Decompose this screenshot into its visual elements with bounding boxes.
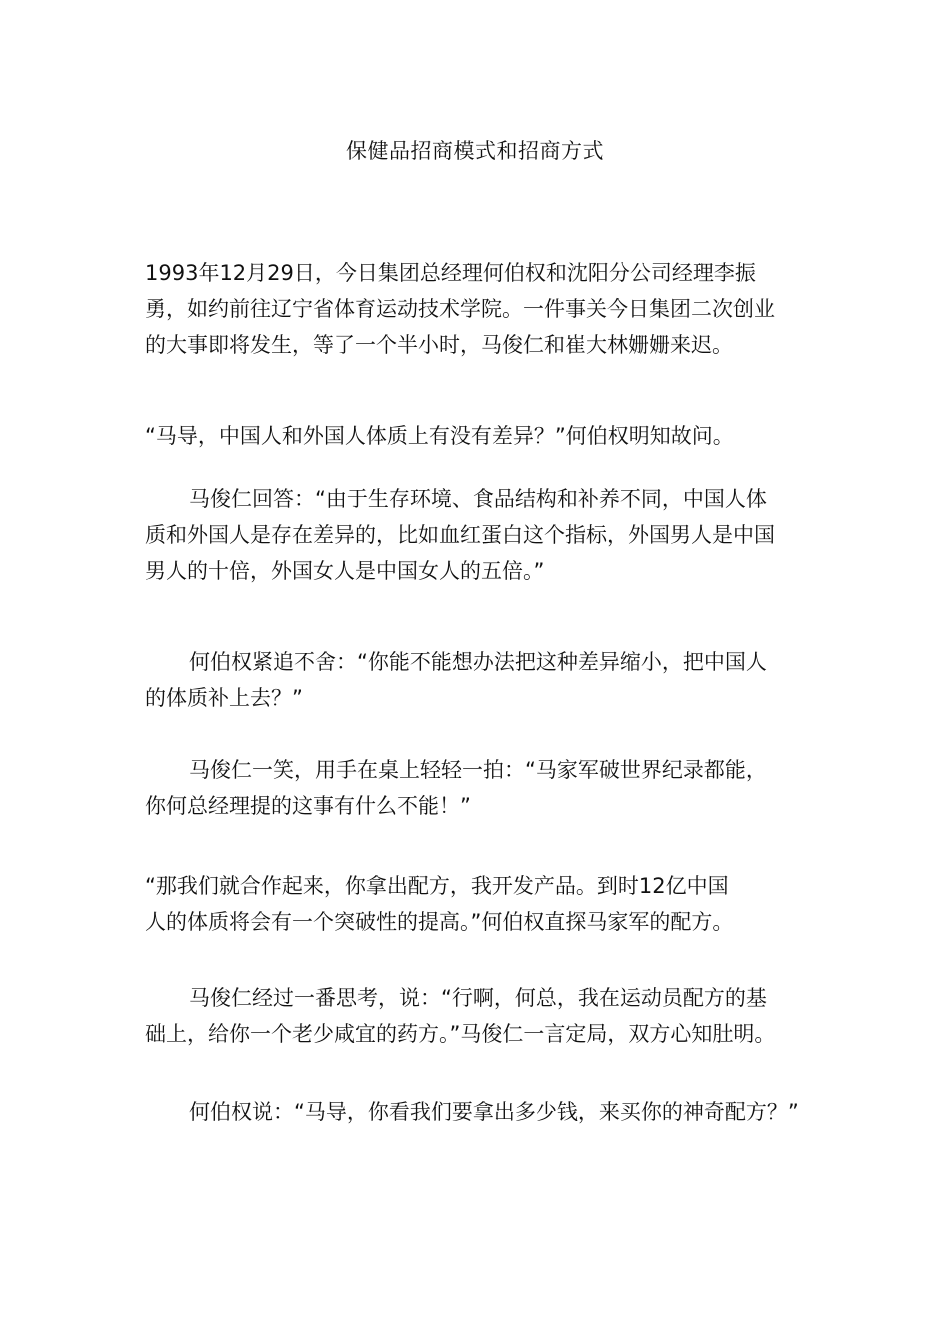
paragraph-line: 马俊仁回答：“由于生存环境、食品结构和补养不同，中国人体 — [189, 487, 767, 511]
paragraph-line: 的体质补上去？” — [145, 686, 303, 710]
paragraph-line: “那我们就合作起来，你拿出配方，我开发产品。到时12亿中国 — [145, 874, 729, 898]
paragraph-4 — [145, 644, 767, 716]
paragraph-line: 勇，如约前往辽宁省体育运动技术学院。一件事关今日集团二次创业 — [145, 297, 775, 321]
paragraph-3 — [145, 481, 775, 589]
paragraph-2 — [145, 418, 734, 454]
paragraph-line: 何伯权紧追不舍：“你能不能想办法把这种差异缩小，把中国人 — [189, 650, 767, 674]
paragraph-8 — [145, 1094, 799, 1130]
document-title: 保健品招商模式和招商方式 — [346, 139, 604, 163]
paragraph-6 — [145, 868, 733, 940]
paragraph-5 — [145, 752, 767, 824]
paragraph-line: 础上，给你一个老少咸宜的药方。”马俊仁一言定局，双方心知肚明。 — [145, 1022, 776, 1046]
paragraph-line: 男人的十倍，外国女人是中国女人的五倍。” — [145, 559, 545, 583]
paragraph-line: 何伯权说：“马导，你看我们要拿出多少钱，来买你的神奇配方？” — [189, 1100, 799, 1124]
paragraph-line: 质和外国人是存在差异的，比如血红蛋白这个指标，外国男人是中国 — [145, 523, 775, 547]
paragraph-line: 1993年12月29日，今日集团总经理何伯权和沈阳分公司经理李振 — [145, 261, 756, 285]
paragraph-line: “马导，中国人和外国人体质上有没有差异？”何伯权明知故问。 — [145, 424, 734, 448]
paragraph-7 — [145, 980, 775, 1052]
paragraph-1 — [145, 255, 775, 363]
paragraph-line: 你何总经理提的这事有什么不能！” — [145, 794, 471, 818]
paragraph-line: 马俊仁经过一番思考，说：“行啊，何总，我在运动员配方的基 — [189, 986, 767, 1010]
paragraph-line: 马俊仁一笑，用手在桌上轻轻一拍：“马家军破世界纪录都能， — [189, 758, 767, 782]
paragraph-line: 的大事即将发生，等了一个半小时，马俊仁和崔大林姗姗来迟。 — [145, 333, 733, 357]
paragraph-line: 人的体质将会有一个突破性的提高。”何伯权直探马家军的配方。 — [145, 910, 734, 934]
